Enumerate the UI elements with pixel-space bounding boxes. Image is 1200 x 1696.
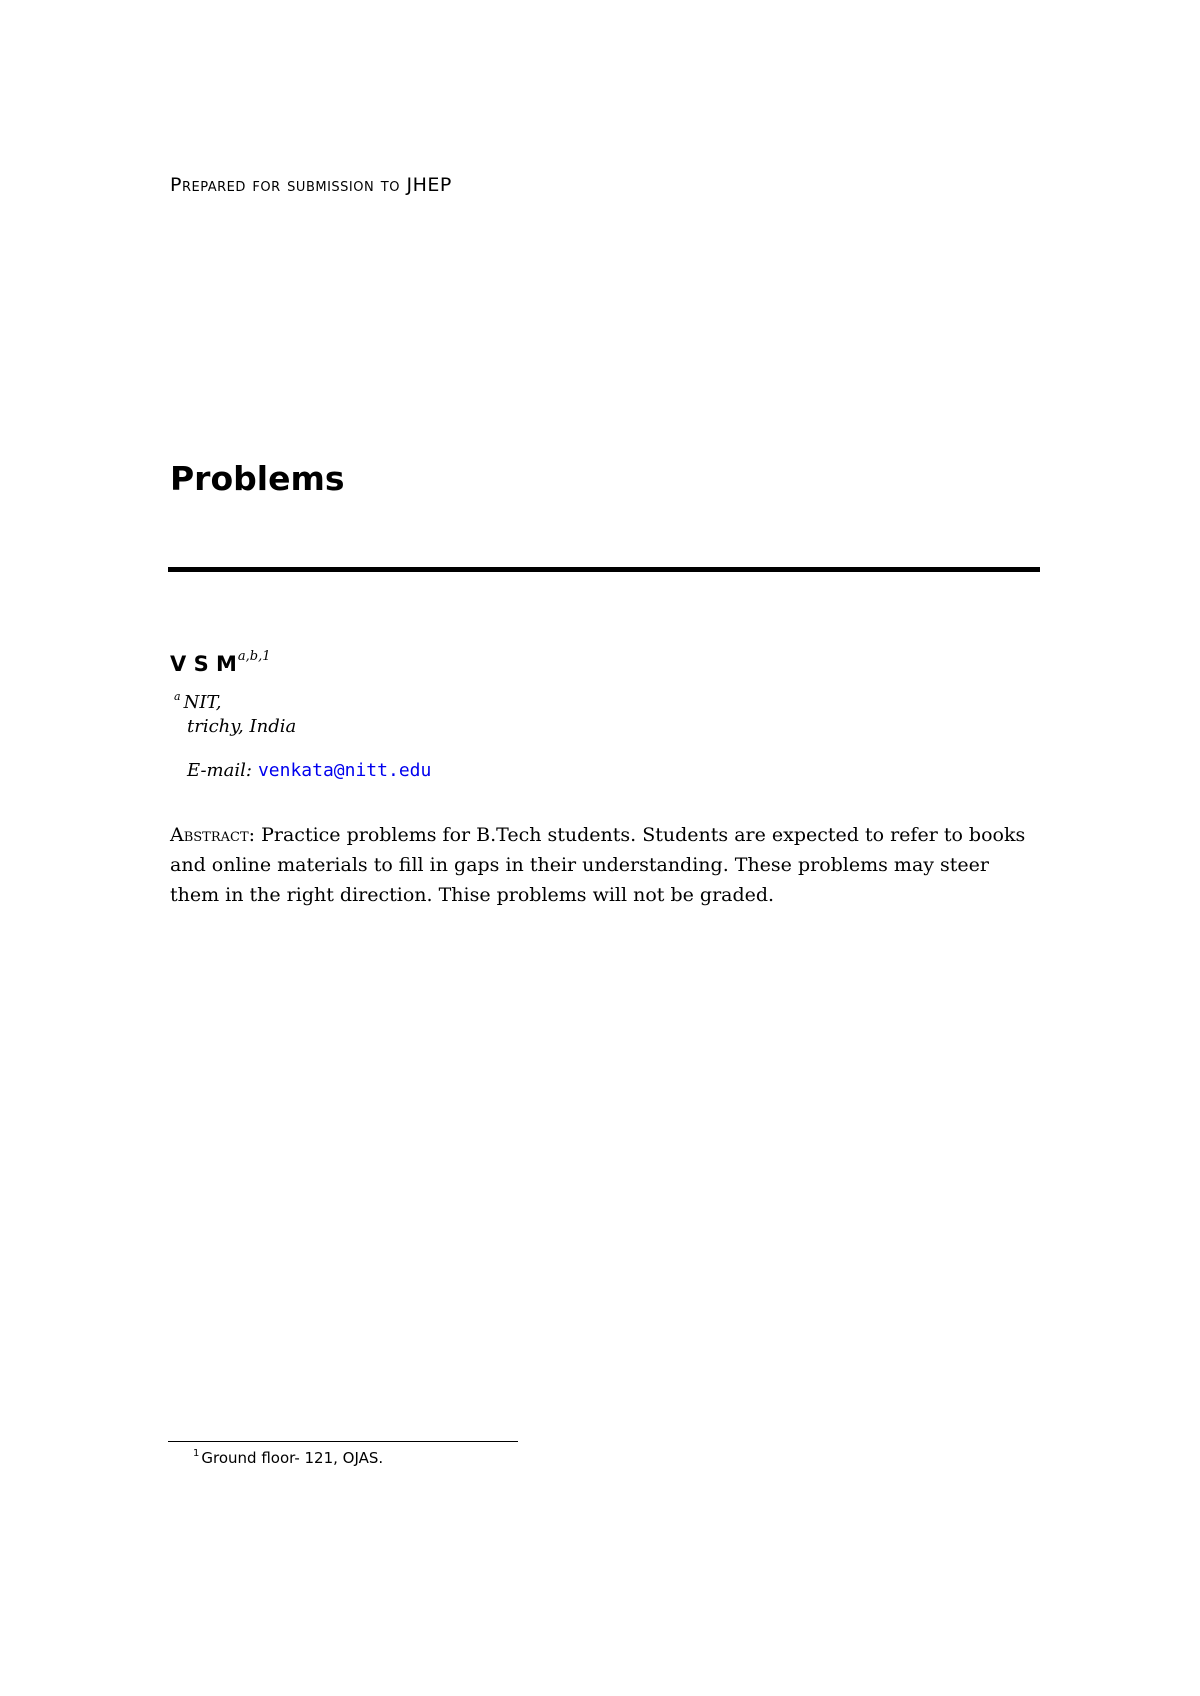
abstract-heading: Abstract <box>170 824 249 846</box>
footnote-rule <box>168 1441 518 1442</box>
abstract: Abstract: Practice problems for B.Tech students. Students are expected to refer to books and online materials to fill in gaps in their understanding. These problems may steer them in the right direction. Thise problems will not be graded. <box>170 824 1026 906</box>
footnote-mark: 1 <box>193 1448 200 1459</box>
affiliation-mark: a <box>174 690 181 703</box>
author-name: V S M <box>170 652 237 676</box>
footnote <box>193 1448 383 1467</box>
affiliation-line-1 <box>174 690 222 713</box>
journal-header: Prepared for submission to JHEP <box>170 174 452 196</box>
author-superscripts: a,b,1 <box>237 649 271 664</box>
paper-title: Problems <box>170 459 345 498</box>
abstract-text: Practice problems for B.Tech students. Students are expected to refer to books and online materials to fill in gaps in their understanding. These problems may steer them in the right direction. Thise problems will not be graded. <box>170 824 1026 906</box>
footnote-text: Ground floor- 121, OJAS. <box>201 1449 384 1467</box>
title-rule <box>168 567 1040 572</box>
affiliation-institution: NIT, <box>183 692 222 713</box>
email-line <box>187 760 431 781</box>
affiliation-line-2: trichy, India <box>187 716 297 737</box>
email-link[interactable]: venkata@nitt.edu <box>257 760 432 781</box>
author-line <box>170 649 271 676</box>
email-label: E-mail: <box>187 760 252 781</box>
